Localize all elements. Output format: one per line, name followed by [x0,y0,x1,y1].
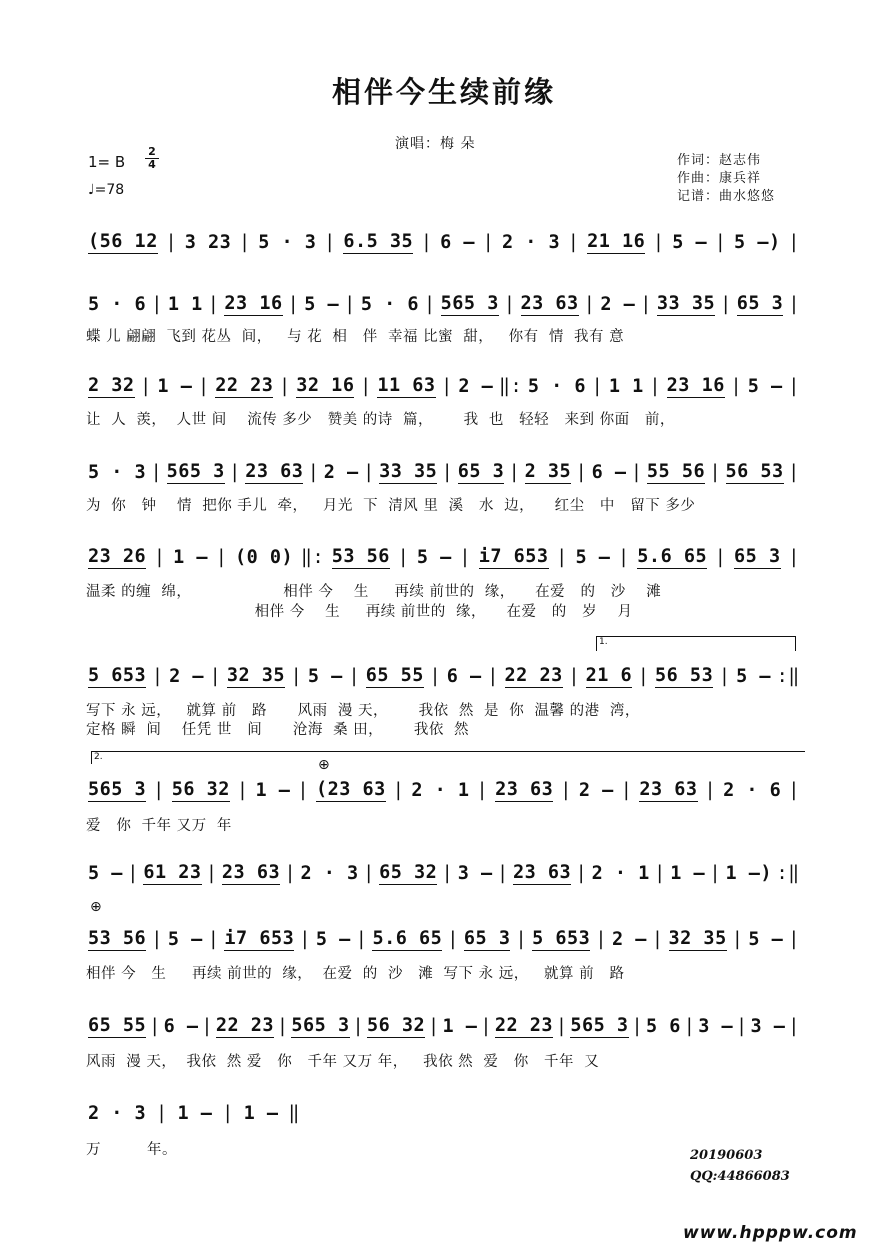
barline: | [788,231,800,253]
note-group: 23 63 [245,460,304,482]
barline: | [788,293,800,315]
note-group: 6 – [591,461,627,483]
note-group: 32 35 [226,664,286,686]
barline: | [238,231,251,253]
note-group: 2 · 1 [411,779,470,801]
barline: | [207,293,220,315]
note-group: 2 – [600,293,636,315]
note-group: 65 3 [463,927,511,949]
notation-row-2 [88,288,800,320]
note-group: 23 63 [639,778,698,800]
note-group: 1 1 [167,293,203,315]
barline: | [649,375,662,397]
note-group: 5.6 65 [637,545,708,567]
note-group: 1 – [157,375,193,397]
barline: | [363,862,375,884]
lyrics-line-6: 写下 永 远， 就算 前 路 风雨 漫 天， 我依 然 是 你 温馨 的港 湾， [86,703,640,719]
lyrics-line-9: 相伴 今 生 再续 前世的 缘， 在爱 的 沙 滩 写下 永 远， 就算 前 路 [86,966,625,982]
barline: | [276,1015,289,1037]
barline: | [730,375,743,397]
note-group: 5 – [575,546,611,568]
note-group: (0 0) [234,546,294,568]
barline: | [363,461,375,483]
song-title: 相伴今生续前缘 [331,75,556,109]
note-group: 5 – [747,375,783,397]
barline: | [515,928,528,950]
tempo-marking: ♩=78 [88,182,125,198]
note-group: 1 – [670,862,706,884]
barline: | [788,375,800,397]
lyrics-line-1: 蝶 儿 翩翩 飞到 花丛 间， 与 花 相 伴 幸福 比蜜 甜， 你有 情 我有 意 [86,329,625,345]
barline: | [788,461,800,483]
barline: | [392,779,405,801]
lyrics-line-11: 万 年。 [86,1142,177,1158]
barline: | [503,293,516,315]
barline: | [704,779,717,801]
barline: | [718,665,731,687]
note-group: 2 – [169,665,204,687]
note-group: 3 23 [184,231,232,253]
barline: | [555,1015,568,1037]
lyrics-line-7: 定格 瞬 间 任凭 世 间 沧海 桑 田， 我依 然 [86,722,470,738]
note-group: 6.5 35 [343,230,414,252]
note-group: 11 63 [377,374,436,396]
coda-sign-1: ⊕ [318,757,330,773]
barline: | [279,375,291,397]
barline: | [215,546,228,568]
lyricist-credit: 作词：赵志伟 [677,153,762,168]
barline: | [652,231,665,253]
barline: | [299,928,311,950]
note-group: 65 3 [736,292,784,314]
barline: ‖: [300,546,325,568]
barline: :‖ [776,862,800,884]
barline: | [788,779,800,801]
barline: | [222,1102,234,1124]
note-group: 5 6 [645,1015,681,1037]
note-group: 65 3 [457,460,505,482]
note-group: 23 26 [88,545,147,567]
notation-row-4 [88,456,800,488]
lyrics-line-10: 风雨 漫 天， 我依 然 爱 你 千年 又万 年， 我依 然 爱 你 千年 又 [86,1054,600,1070]
note-group: 5 653 [88,664,147,686]
barline: | [149,1015,161,1037]
note-group: 56 32 [366,1014,426,1036]
barline: | [424,293,436,315]
note-group: 5 – [167,928,203,950]
note-group: 1 – [243,1102,279,1124]
barline: | [556,546,568,568]
barline: | [355,928,368,950]
barline: | [788,1015,800,1037]
barline: | [447,928,459,950]
note-group: 1 – [442,1015,478,1037]
barline: | [297,779,310,801]
note-group: 565 3 [570,1014,629,1036]
note-group: 2 35 [524,460,572,482]
barline: | [287,293,300,315]
barline: | [420,231,433,253]
note-group: 53 56 [88,927,147,949]
barline: | [153,779,165,801]
note-group: 2 · 1 [591,862,650,884]
note-group: 565 3 [291,1014,350,1036]
composer-credit: 作曲：康兵祥 [677,171,762,186]
note-group: 33 35 [379,460,438,482]
note-group: 5 · 3 [88,461,147,483]
barline: | [683,1015,696,1037]
barline: | [150,461,163,483]
barline: | [428,1015,440,1037]
transcription-date: 20190603 [690,1148,763,1163]
note-group: 5 – [672,231,708,253]
note-group: 55 56 [646,460,706,482]
note-group: 65 32 [379,861,438,883]
barline: | [709,461,722,483]
note-group: 56 53 [655,664,714,686]
note-group: 5 – [748,928,784,950]
barline: | [654,862,666,884]
barline: ‖ [288,1102,300,1124]
note-group: (23 63 [315,778,386,800]
note-group: 5 · 3 [258,231,317,253]
notation-row-1 [88,226,800,258]
barline: | [595,928,607,950]
note-group: 23 63 [520,292,579,314]
note-group: 21 6 [585,664,633,686]
note-group: 3 – [457,862,493,884]
note-group: 6 – [440,231,476,253]
note-group: (56 12 [88,230,158,252]
note-group: 5.6 65 [372,927,443,949]
barline: | [429,665,442,687]
contact-qq: QQ:44866083 [690,1169,790,1184]
note-group: i7 653 [224,927,295,949]
barline: | [583,293,596,315]
note-group: 23 63 [495,778,554,800]
barline: | [736,1015,748,1037]
lyrics-line-3: 为 你 钟 情 把你 手儿 牵， 月光 下 清风 里 溪 水 边， 红尘 中 留下 多少 [86,498,696,514]
notation-row-10 [88,1010,800,1042]
note-group: 23 16 [224,292,283,314]
barline: | [709,862,722,884]
meter-bottom: 4 [145,158,159,171]
lyrics-line-8: 爱 你 千年 又万 年 [86,818,232,834]
barline: | [209,665,222,687]
barline: | [714,546,727,568]
note-group: 22 23 [215,374,274,396]
barline: | [480,1015,492,1037]
barline: | [156,1102,168,1124]
barline: | [591,375,604,397]
notation-row-5 [88,541,800,573]
barline: | [441,862,454,884]
barline: :‖ [776,665,800,687]
notation-row-6 [88,660,800,692]
note-group: 5 – [315,928,351,950]
lyrics-line-5: 相伴 今 生 再续 前世的 缘， 在爱 的 岁 月 [86,604,633,620]
note-group: 23 63 [513,861,572,883]
barline: | [788,546,800,568]
barline: ‖: [498,375,523,397]
barline: | [360,375,372,397]
second-ending-bracket: 2. [91,751,805,764]
note-group: 565 3 [88,778,147,800]
barline: | [482,231,495,253]
note-group: 5 · 6 [88,293,147,315]
note-group: 1 – [173,546,209,568]
barline: | [153,546,166,568]
notation-row-7 [88,774,800,806]
barline: | [618,546,630,568]
note-group: 1 1 [608,375,644,397]
barline: | [229,461,241,483]
notation-row-9 [88,923,800,955]
lyrics-line-2: 让 人 羡， 人世 间 流传 多少 赞美 的诗 篇， 我 也 轻轻 来到 你面 前， [86,412,675,428]
notation-row-3 [88,370,800,402]
note-group: 5 – [304,293,340,315]
note-group: 5 – [416,546,452,568]
meter-top: 2 [148,145,156,158]
note-group: 23 63 [221,861,281,883]
barline: | [788,928,800,950]
note-group: 2 – [578,779,614,801]
time-signature [145,146,159,171]
barline: | [324,231,336,253]
note-group: 5 – [88,862,123,884]
note-group: 33 35 [656,292,716,314]
barline: | [397,546,410,568]
singer-credit: 演唱：梅 朵 [395,136,476,152]
website-watermark: www.hpppw.com [683,1223,858,1243]
barline: | [348,665,361,687]
barline: | [352,1015,365,1037]
note-group: 5 – [307,665,343,687]
barline: | [731,928,744,950]
note-group: 22 23 [504,664,563,686]
note-group: 2 · 3 [300,862,359,884]
barline: | [575,461,588,483]
barline: | [568,665,580,687]
note-group: 2 – [611,928,647,950]
barline: | [459,546,472,568]
note-group: 23 16 [666,374,725,396]
note-group: 5 – [736,665,771,687]
note-group: 3 – [750,1015,786,1037]
barline: | [140,375,152,397]
barline: | [560,779,572,801]
barline: | [205,862,218,884]
barline: | [720,293,732,315]
transcriber-credit: 记谱：曲水悠悠 [677,189,776,204]
barline: | [630,461,643,483]
note-group: 65 3 [734,545,781,567]
note-group: 1 –) [725,862,773,884]
note-group: 3 – [698,1015,734,1037]
note-group: 2 · 3 [501,231,561,253]
barline: | [620,779,633,801]
barline: | [476,779,489,801]
note-group: 5 · 6 [527,375,587,397]
barline: | [290,665,303,687]
barline: | [284,862,297,884]
note-group: 61 23 [143,861,202,883]
note-group: 6 – [163,1015,199,1037]
barline: | [151,293,163,315]
barline: | [151,665,164,687]
note-group: 565 3 [166,460,225,482]
barline: | [508,461,521,483]
note-group: 65 55 [88,1014,147,1036]
note-group: 32 16 [296,374,355,396]
notation-row-11 [88,1097,300,1129]
barline: | [236,779,249,801]
note-group: 21 16 [587,230,646,252]
note-group: 53 56 [331,545,390,567]
barline: | [197,375,210,397]
first-ending-bracket: 1. [596,636,796,651]
note-group: 565 3 [440,292,499,314]
note-group: 65 55 [365,664,424,686]
key-signature: 1= B [88,153,126,171]
note-group: 5 653 [532,927,591,949]
barline: | [631,1015,644,1037]
barline: | [575,862,588,884]
note-group: 56 32 [171,778,230,800]
barline: | [651,928,664,950]
barline: | [640,293,652,315]
note-group: 22 23 [215,1014,275,1036]
note-group: 22 23 [494,1014,554,1036]
barline: | [207,928,220,950]
barline: | [127,862,139,884]
note-group: 2 – [323,461,359,483]
barline: | [567,231,580,253]
note-group: 2 · 3 [88,1102,147,1124]
lyrics-line-4: 温柔 的缠 绵， 相伴 今 生 再续 前世的 缘， 在爱 的 沙 滩 [86,584,662,600]
note-group: 2 – [458,375,494,397]
note-group: 6 – [446,665,482,687]
coda-sign-2: ⊕ [90,899,102,915]
note-group: 5 –) [734,231,781,253]
barline: | [307,461,320,483]
note-group: 56 53 [725,460,784,482]
barline: | [344,293,356,315]
barline: | [496,862,509,884]
barline: | [441,461,454,483]
barline: | [201,1015,213,1037]
note-group: i7 653 [478,545,549,567]
note-group: 1 – [177,1102,213,1124]
barline: | [151,928,163,950]
note-group: 1 – [255,779,291,801]
barline: | [637,665,650,687]
barline: | [487,665,499,687]
barline: | [165,231,178,253]
note-group: 2 · 6 [723,779,782,801]
note-group: 2 32 [88,374,135,396]
note-group: 5 · 6 [360,293,420,315]
note-group: 32 35 [668,927,727,949]
notation-row-8 [88,857,800,889]
barline: | [714,231,727,253]
barline: | [441,375,453,397]
